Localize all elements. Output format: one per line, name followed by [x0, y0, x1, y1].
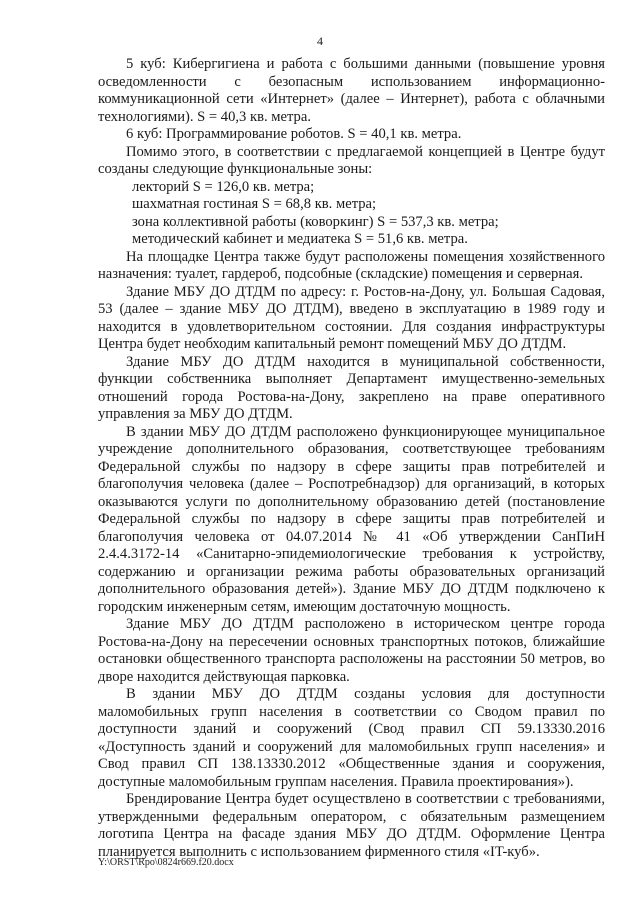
paragraph-utility-rooms: На площадке Центра также будут расположены помещения хозяйственного назначения: туалет, гардероб, подсобные (складские) помещения и серверная.	[98, 248, 605, 282]
paragraph-requirements: В здании МБУ ДО ДТДМ расположено функционирующее муниципальное учреждение дополнительного образования, соответствующее требованиям Федеральной службы по надзору в сфере защиты прав потребителей и благополучия человека (далее – Роспотребнадзор) для организаций, в которых оказываются услуги по дополнительному образованию детей (постановление Федеральной службы по надзору в сфере защиты прав потребителей и благополучия человека от 04.07.2014 № 41 «Об утверждении СанПиН 2.4.4.3172-14 «Санитарно-эпидемиологические требования к устройству, содержанию и организации режима работы образовательных организаций дополнительного образования детей»). Здание МБУ ДО ДТДМ подключено к городским инженерным сетям, имеющим достаточную мощность.	[98, 423, 605, 615]
paragraph-zones-intro: Помимо этого, в соответствии с предлагаемой концепцией в Центре будут созданы следующие функциональные зоны:	[98, 143, 605, 177]
zone-item-methodical: методический кабинет и медиатека S = 51,6 кв. метра.	[132, 231, 468, 247]
document-body	[98, 56, 605, 861]
paragraph-building-address: Здание МБУ ДО ДТДМ по адресу: г. Ростов-на-Дону, ул. Большая Садовая, 53 (далее – здание МБУ ДО ДТДМ), введено в эксплуатацию в 1989 году и находится в удовлетворительном состоянии. Для создания инфраструктуры Центра будет необходим капитальный ремонт помещений МБУ ДО ДТДМ.	[98, 283, 605, 352]
paragraph-cube-6: 6 куб: Программирование роботов. S = 40,1 кв. метра.	[126, 126, 462, 142]
zone-item-chess: шахматная гостиная S = 68,8 кв. метра;	[132, 196, 377, 212]
file-path-footer: Y:\ORST\Rpo\0824r669.f20.docx	[98, 857, 234, 868]
paragraph-cube-5: 5 куб: Кибергигиена и работа с большими данными (повышение уровня осведомленности с безопасным использованием информационно-коммуникационной сети «Интернет» (далее – Интернет), работа с облачными технологиями). S = 40,3 кв. метра.	[98, 56, 605, 125]
zone-item-coworking: зона коллективной работы (коворкинг) S = 537,3 кв. метра;	[132, 213, 499, 230]
paragraph-ownership: Здание МБУ ДО ДТДМ находится в муниципальной собственности, функции собственника выполняет Департамент имущественно-земельных отношений города Ростова-на-Дону, закреплено на праве оперативного управления за МБУ ДО ДТДМ.	[98, 353, 605, 422]
zone-item-lecture: лекторий S = 126,0 кв. метра;	[132, 178, 315, 195]
paragraph-location: Здание МБУ ДО ДТДМ расположено в историческом центре города Ростова-на-Дону на пересечении основных транспортных потоков, ближайшие остановки общественного транспорта расположены на расстоянии 50 метров, во дворе находится действующая парковка.	[98, 616, 605, 685]
page-number: 4	[317, 34, 323, 48]
paragraph-accessibility: В здании МБУ ДО ДТДМ созданы условия для доступности маломобильных групп населения в соответствии со Сводом правил по доступности зданий и сооружений (Свод правил СП 59.13330.2016 «Доступность зданий и сооружений для маломобильных групп населения» и Свод правил СП 138.13330.2012 «Общественные здания и сооружения, доступные маломобильным группам населения. Правила проектирования»).	[98, 686, 605, 790]
paragraph-branding: Брендирование Центра будет осуществлено в соответствии с требованиями, утвержденными федеральным оператором, с обязательным размещением логотипа Центра на фасаде здания МБУ ДО ДТДМ. Оформление Центра планируется выполнить с использованием фирменного стиля «IT-куб».	[98, 791, 605, 860]
